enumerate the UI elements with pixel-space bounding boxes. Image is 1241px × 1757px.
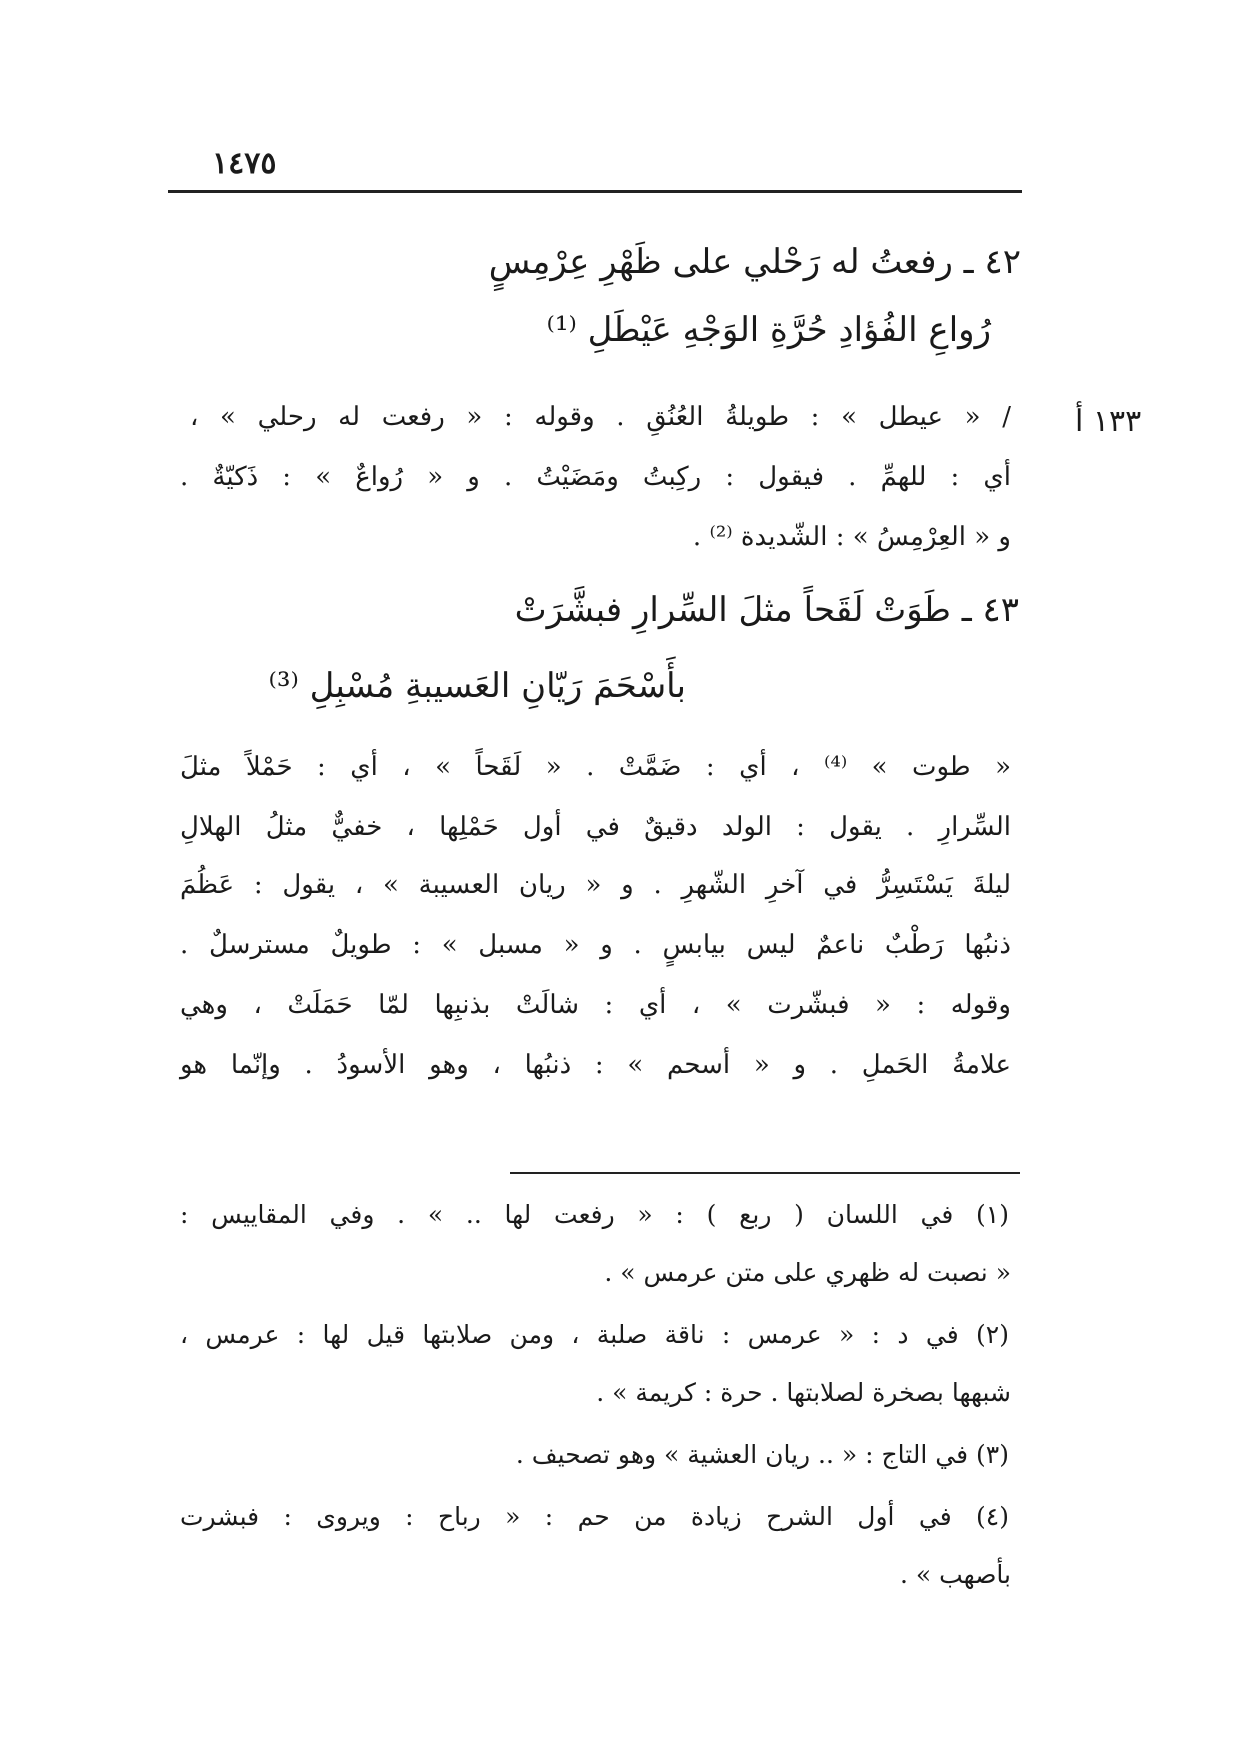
footnote-4-line-2: بأصهب » .: [899, 1560, 1011, 1589]
footnote-1-line-2: « نصبت له ظهري على متن عرمس » .: [604, 1258, 1011, 1287]
commentary-42-line-3: و « العِرْمِسُ » : الشّديدة ⁽²⁾ .: [692, 522, 1011, 552]
verse-42-line-2: رُواعِ الفُؤادِ حُرَّةِ الوَجْهِ عَيْطَلِ ⁽¹⁾: [546, 310, 991, 350]
commentary-42-line-2: أي : للهمِّ . فيقول : ركِبتُ ومَضَيْتُ . و « رُواعٌ » : ذَكيّةٌ .: [180, 462, 1011, 492]
commentary-42-line-1: / « عيطل » : طويلةُ العُنُقِ . وقوله : « رفعت له رحلي » ،: [190, 402, 1011, 432]
commentary-43-line-1: « طوت » ⁽⁴⁾ ، أي : ضَمَّتْ . « لَقَحاً » ، أي : حَمْلاً مثلَ: [180, 752, 1011, 782]
commentary-43-line-3: ليلةَ يَسْتَسِرُّ في آخرِ الشّهرِ . و « ريان العسيبة » ، يقول : عَظُمَ: [180, 870, 1011, 900]
verse-43-line-1: ٤٣ ـ طَوَتْ لَقَحاً مثلَ السِّرارِ فبشَّرَتْ: [514, 590, 1019, 630]
folio-marker: ١٣٣ أ: [1075, 404, 1142, 439]
commentary-43-line-2: السِّرارِ . يقول : الولد دقيقٌ في أول حَمْلِها ، خفيٌّ مثلُ الهلالِ: [180, 812, 1011, 842]
commentary-43-line-4: ذنبُها رَطْبٌ ناعمٌ ليس بيابسٍ . و « مسبل » : طويلٌ مسترسلٌ .: [180, 930, 1011, 960]
footnote-3-line-1: (٣) في التاج : « .. ريان العشية » وهو تصحيف .: [515, 1440, 1009, 1469]
footnote-2-line-2: شبهها بصخرة لصلابتها . حرة : كريمة » .: [596, 1378, 1011, 1407]
footnote-2-line-1: (٢) في د : « عرمس : ناقة صلبة ، ومن صلابتها قيل لها : عرمس ،: [180, 1320, 1009, 1349]
verse-42-line-1: ٤٢ ـ رفعتُ له رَحْلي على ظَهْرِ عِرْمِسٍ: [488, 242, 1021, 282]
page-number: ١٤٧٥: [212, 146, 277, 181]
header-rule: [168, 190, 1022, 193]
footnote-4-line-1: (٤) في أول الشرح زيادة من حم : « رباح : ويروى : فبشرت: [180, 1502, 1009, 1531]
commentary-43-line-6: علامةُ الحَملِ . و « أسحم » : ذنبُها ، وهو الأسودُ . وإنّما هو: [180, 1050, 1011, 1080]
verse-43-line-2: بأَسْحَمَ رَيّانِ العَسيبةِ مُسْبِلِ ⁽³⁾: [268, 666, 686, 706]
footnote-rule: [510, 1172, 1020, 1174]
footnote-1-line-1: (١) في اللسان ( ربع ) : « رفعت لها .. » . وفي المقاييس :: [180, 1200, 1009, 1229]
commentary-43-line-5: وقوله : « فبشّرت » ، أي : شالَتْ بذنبِها لمّا حَمَلَتْ ، وهي: [180, 990, 1011, 1020]
